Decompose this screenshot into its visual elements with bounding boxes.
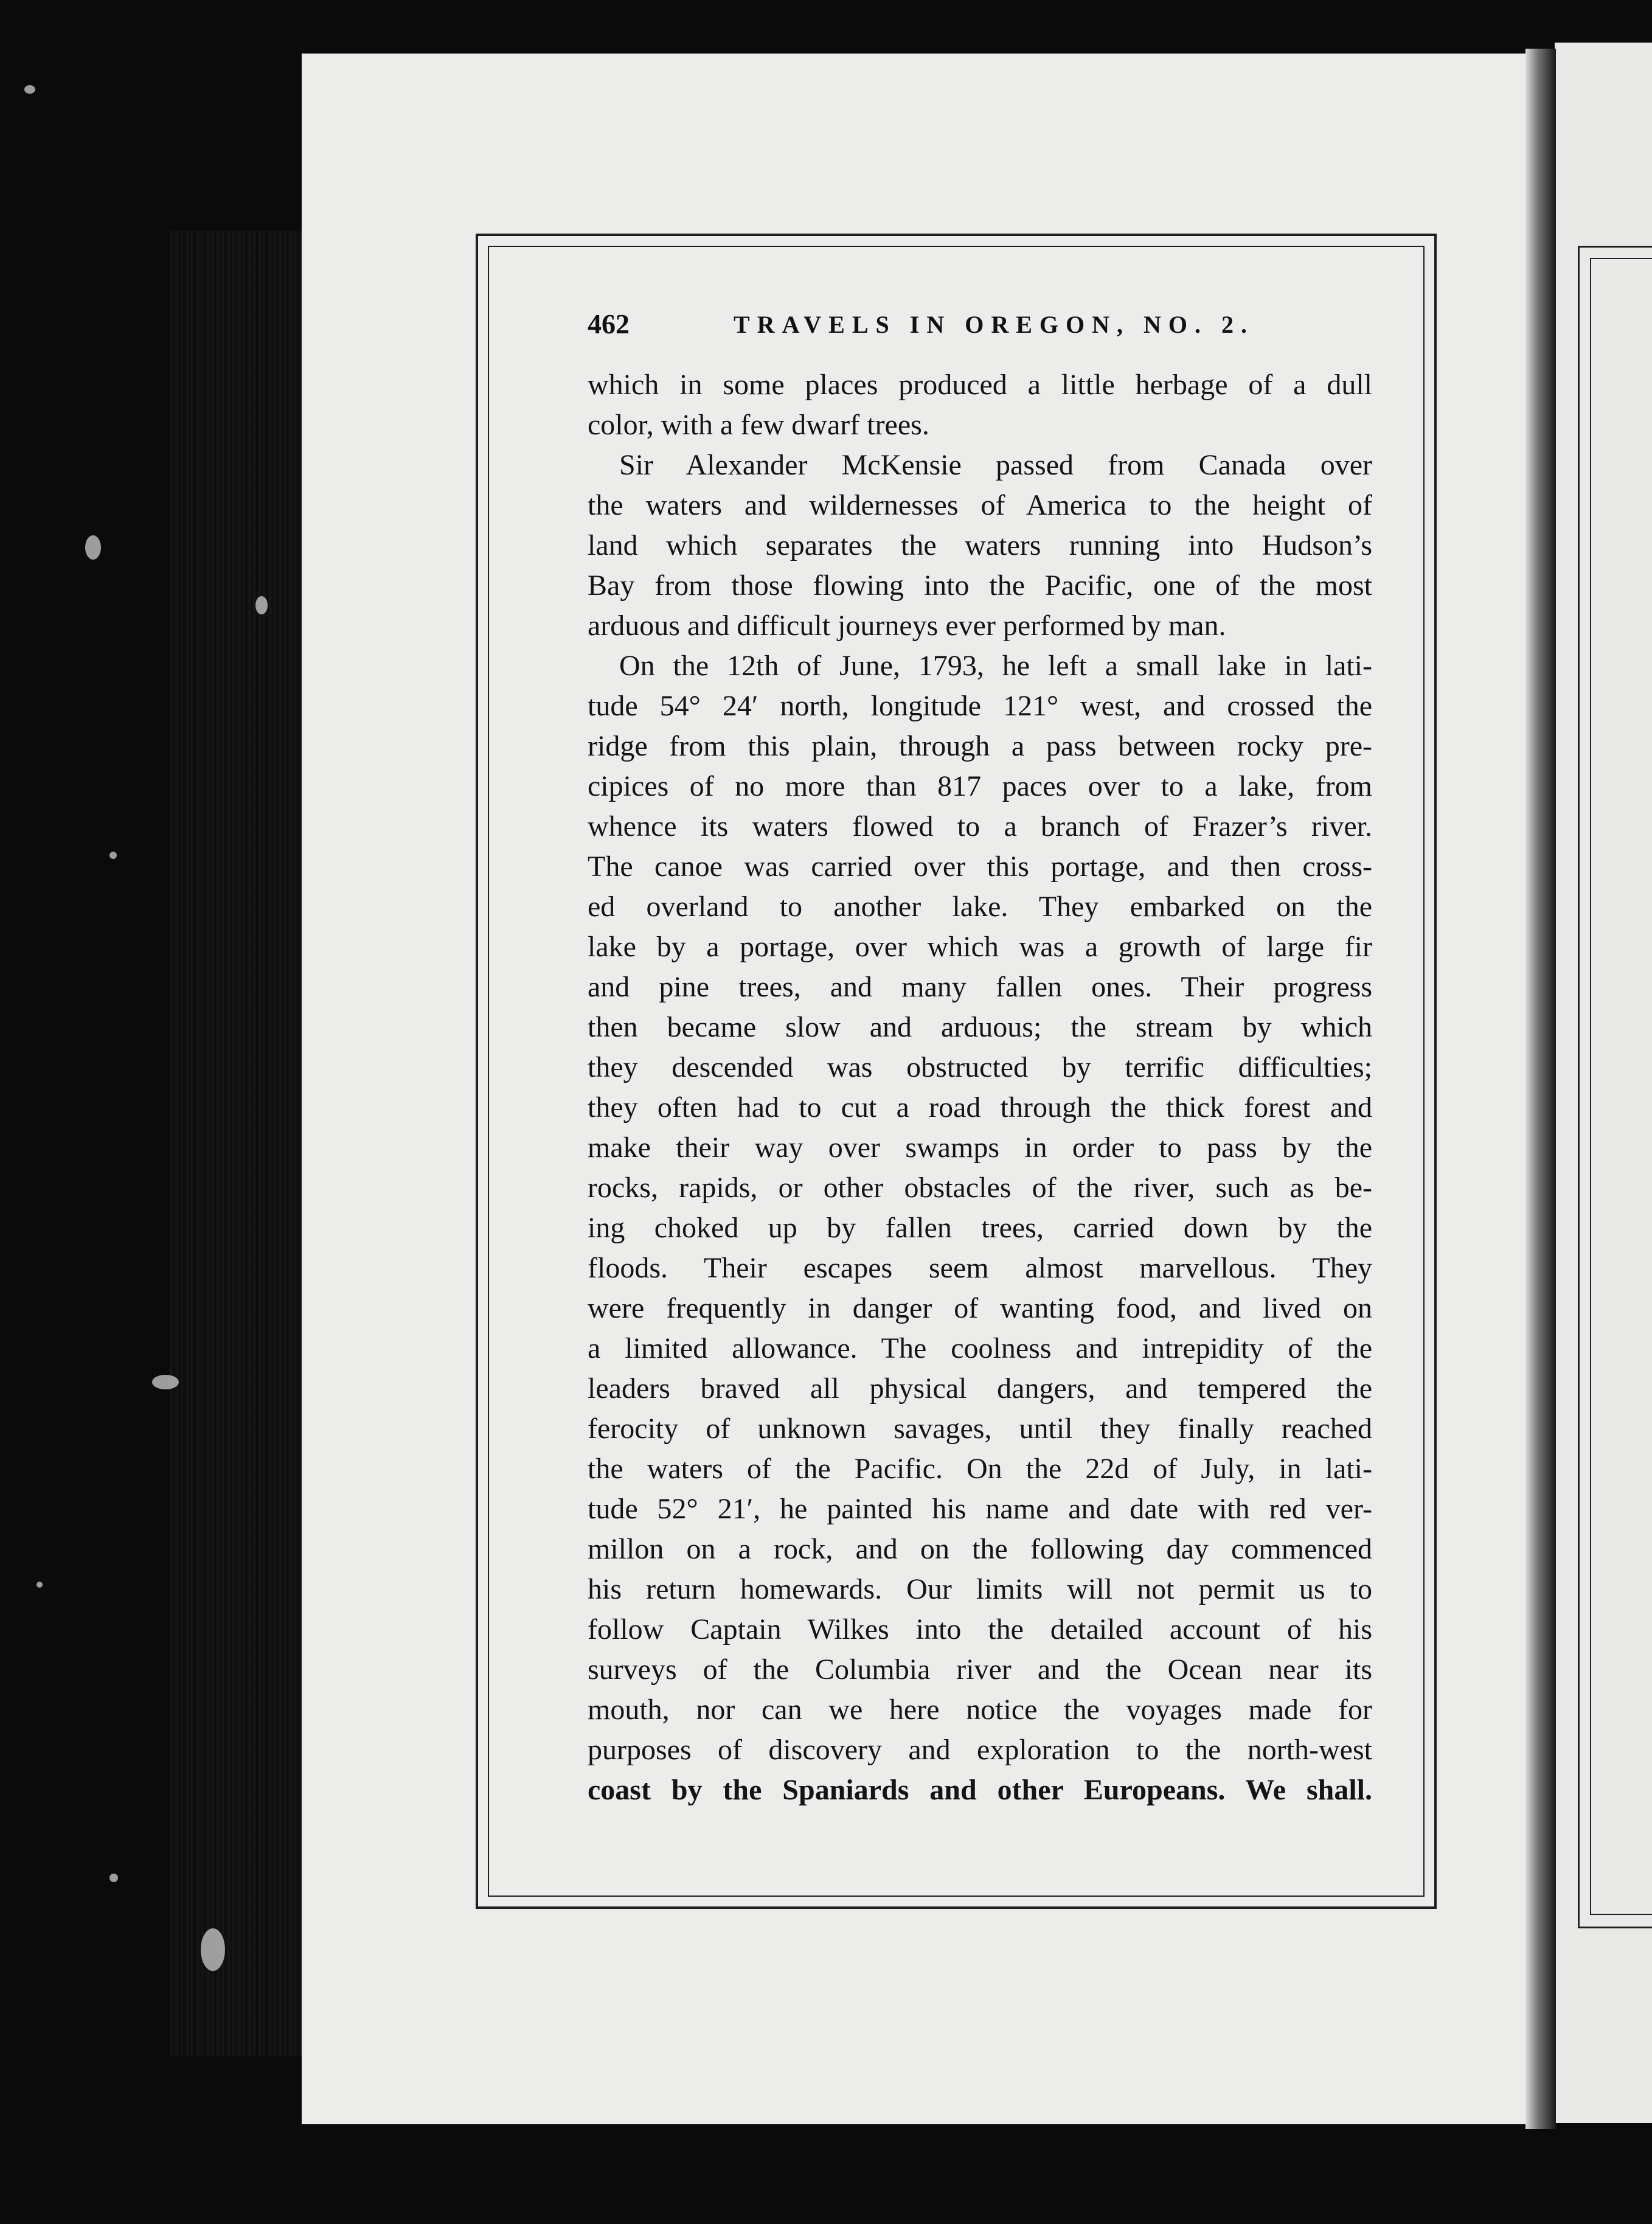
- running-title: TRAVELS IN OREGON, NO. 2.: [734, 311, 1255, 338]
- adjacent-page-frame-inner: [1590, 258, 1652, 1915]
- scan-speck: [255, 596, 268, 614]
- text-line: tude 54° 24′ north, longitude 121° west, and crossed the: [588, 690, 1372, 722]
- text-line: land which separates the waters running into Hudson’s: [588, 529, 1372, 561]
- text-line: whence its waters flowed to a branch of Frazer’s river.: [588, 810, 1372, 843]
- scan-speck: [24, 85, 35, 94]
- page-header: [588, 304, 1372, 347]
- body-text: [588, 365, 1372, 1810]
- text-line: coast by the Spaniards and other Europeans. We shall.: [588, 1774, 1372, 1806]
- scan-speck: [201, 1928, 225, 1971]
- scan-speck: [152, 1375, 179, 1389]
- text-line: Bay from those flowing into the Pacific, one of the most: [588, 569, 1372, 602]
- text-line: were frequently in danger of wanting food, and lived on: [588, 1292, 1372, 1324]
- text-line: millon on a rock, and on the following day commenced: [588, 1533, 1372, 1565]
- text-line: and pine trees, and many fallen ones. Their progress: [588, 971, 1372, 1003]
- text-line: On the 12th of June, 1793, he left a small lake in lati-: [619, 650, 1372, 682]
- page-gutter-shadow: [1525, 49, 1556, 2129]
- text-line: Sir Alexander McKensie passed from Canada over: [619, 449, 1372, 481]
- text-line: ridge from this plain, through a pass between rocky pre-: [588, 730, 1372, 762]
- text-line: color, with a few dwarf trees.: [588, 409, 929, 441]
- scan-background-grain: [170, 231, 310, 2056]
- scan-speck: [109, 1874, 118, 1882]
- scan-speck: [109, 852, 117, 859]
- text-line: cipices of no more than 817 paces over to a lake, from: [588, 770, 1372, 802]
- text-line: they often had to cut a road through the thick forest and: [588, 1091, 1372, 1124]
- text-line: surveys of the Columbia river and the Ocean near its: [588, 1653, 1372, 1686]
- text-line: which in some places produced a little herbage of a dull: [588, 369, 1372, 401]
- text-line: mouth, nor can we here notice the voyages made for: [588, 1694, 1372, 1726]
- text-line: follow Captain Wilkes into the detailed account of his: [588, 1613, 1372, 1645]
- page-number: 462: [588, 308, 630, 339]
- text-line: ed overland to another lake. They embarked on the: [588, 891, 1372, 923]
- text-line: ing choked up by fallen trees, carried down by the: [588, 1212, 1372, 1244]
- text-line: floods. Their escapes seem almost marvellous. They: [588, 1252, 1372, 1284]
- text-line: a limited allowance. The coolness and intrepidity of the: [588, 1332, 1372, 1364]
- text-line: arduous and difficult journeys ever performed by man.: [588, 610, 1226, 642]
- text-line: the waters of the Pacific. On the 22d of July, in lati-: [588, 1453, 1372, 1485]
- text-line: the waters and wildernesses of America to the height of: [588, 489, 1372, 521]
- scan-speck: [85, 535, 101, 560]
- text-line: his return homewards. Our limits will not permit us to: [588, 1573, 1372, 1605]
- text-line: make their way over swamps in order to pass by the: [588, 1131, 1372, 1164]
- text-line: ferocity of unknown savages, until they finally reached: [588, 1413, 1372, 1445]
- text-line: tude 52° 21′, he painted his name and date with red ver-: [588, 1493, 1372, 1525]
- text-line: purposes of discovery and exploration to the north-west: [588, 1734, 1372, 1766]
- text-line: lake by a portage, over which was a growth of large fir: [588, 931, 1372, 963]
- text-line: The canoe was carried over this portage, and then cross-: [588, 850, 1372, 883]
- text-line: rocks, rapids, or other obstacles of the river, such as be-: [588, 1172, 1372, 1204]
- scan-speck: [36, 1582, 43, 1588]
- text-line: leaders braved all physical dangers, and tempered the: [588, 1372, 1372, 1405]
- text-line: then became slow and arduous; the stream by which: [588, 1011, 1372, 1043]
- text-line: they descended was obstructed by terrific difficulties;: [588, 1051, 1372, 1083]
